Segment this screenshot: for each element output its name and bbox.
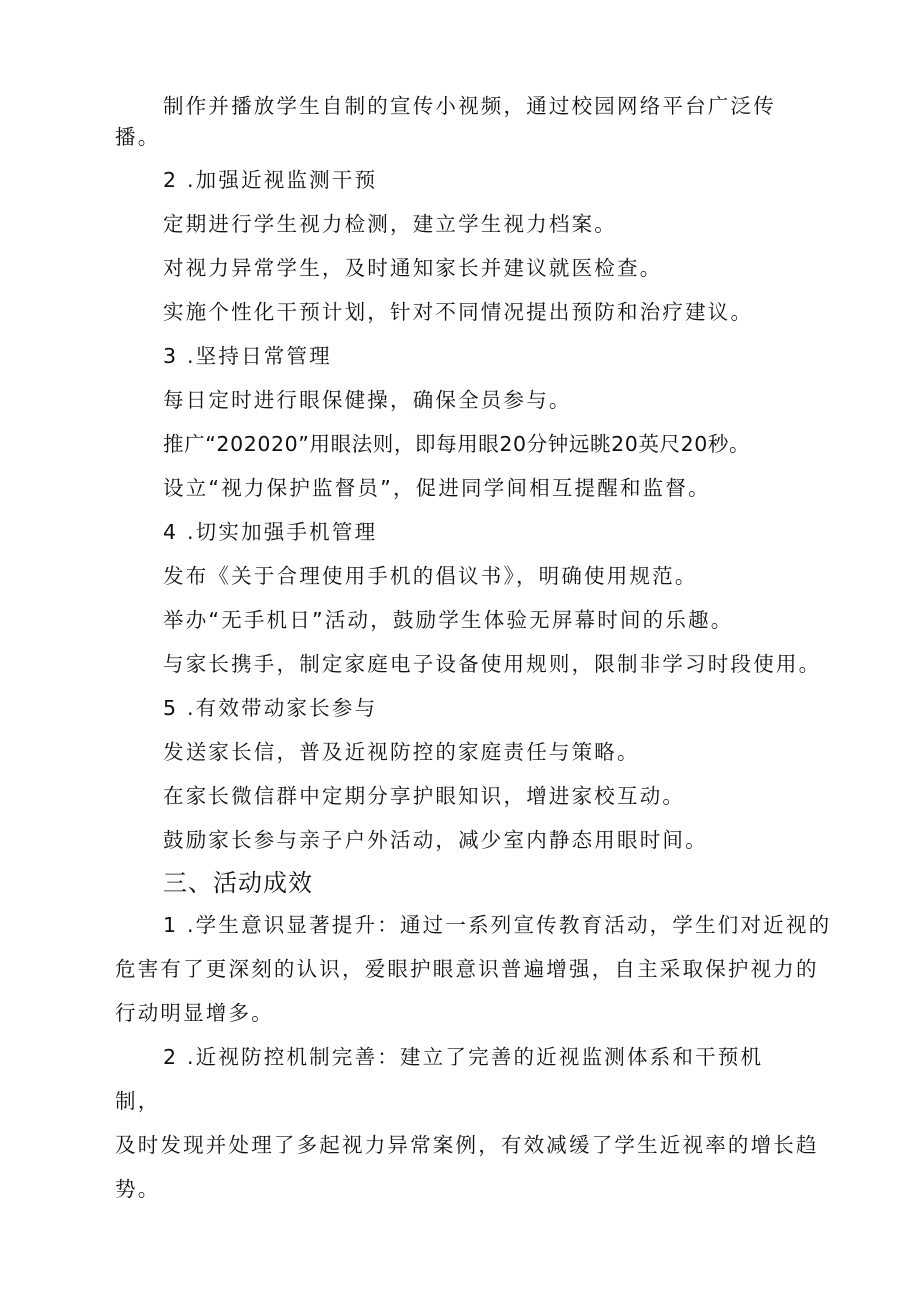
paragraph-line: 与家长携手，制定家庭电子设备使用规则，限制非学习时段使用。 (163, 652, 822, 676)
paragraph-line: 鼓励家长参与亲子户外活动，减少室内静态用眼时间。 (163, 828, 708, 852)
paragraph-line: 举办“无手机日”活动，鼓励学生体验无屏幕时间的乐趣。 (163, 608, 734, 632)
paragraph-line: 发布《关于合理使用手机的倡议书》，明确使用规范。 (163, 564, 698, 588)
paragraph-line: 设立“视力保护监督员”，促进同学间相互提醒和监督。 (163, 476, 711, 500)
paragraph-line: 每日定时进行眼保健操，确保全员参与。 (163, 388, 572, 412)
paragraph-line: 定期进行学生视力检测，建立学生视力档案。 (163, 212, 617, 236)
paragraph-line: 制作并播放学生自制的宣传小视频，通过校园网络平台广泛传 (163, 94, 776, 118)
section-subheading: 5 .有效带动家长参与 (163, 696, 378, 720)
section-subheading: 3 .坚持日常管理 (163, 344, 332, 368)
paragraph-line: 1 .学生意识显著提升：通过一系列宣传教育活动，学生们对近视的 (163, 913, 832, 937)
paragraph-line: 及时发现并处理了多起视力异常案例，有效减缓了学生近视率的增长趋 (115, 1133, 819, 1157)
section-subheading: 4 .切实加强手机管理 (163, 520, 378, 544)
section-subheading: 2 .加强近视监测干预 (163, 168, 378, 192)
paragraph-line: 行动明显增多。 (115, 1001, 274, 1025)
paragraph-line: 在家长微信群中定期分享护眼知识，增进家校互动。 (163, 784, 686, 808)
paragraph-line: 对视力异常学生，及时通知家长并建议就医检查。 (163, 256, 663, 280)
paragraph-line: 发送家长信，普及近视防控的家庭责任与策略。 (163, 740, 640, 764)
section-heading: 三、活动成效 (163, 869, 313, 897)
paragraph-line: 2 .近视防控机制完善：建立了完善的近视监测体系和干预机 (163, 1045, 764, 1069)
paragraph-line: 危害有了更深刻的认识，爱眼护眼意识普遍增强，自主采取保护视力的 (115, 957, 819, 981)
paragraph-line: 势。 (115, 1177, 161, 1201)
paragraph-line: 播。 (115, 125, 161, 149)
paragraph-line: 推广“202020”用眼法则，即每用眼20分钟远眺20英尺20秒。 (163, 432, 751, 456)
paragraph-line: 实施个性化干预计划，针对不同情况提出预防和治疗建议。 (163, 300, 754, 324)
paragraph-line: 制， (115, 1089, 161, 1113)
